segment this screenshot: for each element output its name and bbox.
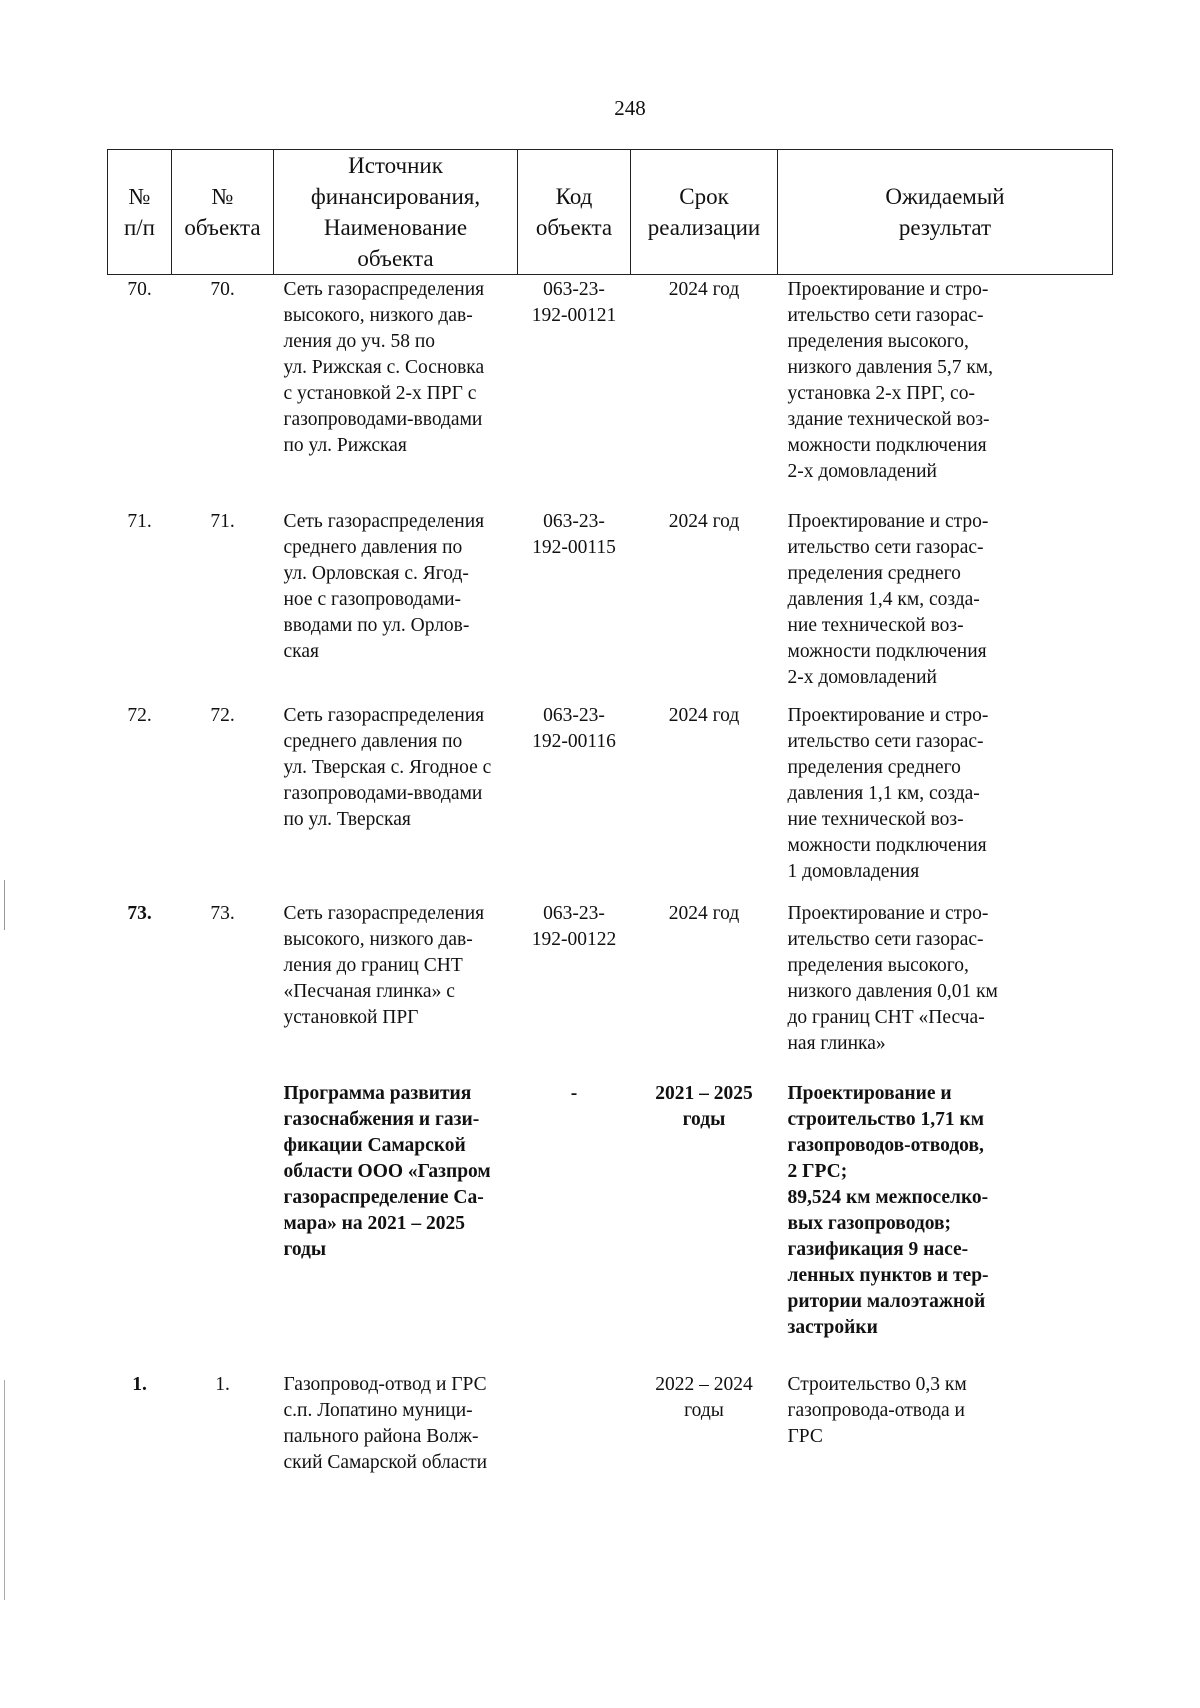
row-term: 2021 – 2025 годы [655,1082,753,1130]
row-term: 2022 – 2024 годы [655,1373,753,1421]
row-num: 70. [127,279,152,300]
row-source: Сеть газораспределения среднего давления по ул. Орловская с. Ягод- ное с газопроводами- вводами по ул. Орлов- ская [283,510,485,662]
row-code: 063-23- 192-00121 [531,279,617,326]
row-object-number: 72. [210,704,235,726]
table-row-program [108,1079,1113,1370]
row-result: Проектирование и стро- ительство сети газорас- пределения высокого, низкого давления 5,7 км, установка 2-х ПРГ, со- здание технической воз- можности подключения 2-х домовладений [787,279,994,482]
table-row [108,507,1113,701]
row-num: 73. [127,902,152,924]
table-row [108,899,1113,1079]
table-row [108,701,1113,899]
header-num: № п/п [108,150,172,275]
header-code: Код объекта [518,150,631,275]
row-source: Сеть газораспределения среднего давления по ул. Тверская с. Ягодное с газопроводами-вводами по ул. Тверская [283,704,492,830]
row-source: Сеть газораспределения высокого, низкого дав- ления до границ СНТ «Песчаная глинка» с установкой ПРГ [283,902,485,1028]
row-object-number [172,1079,274,1370]
row-result: Проектирование и строительство 1,71 км газопроводов-отводов, 2 ГРС; 89,524 км межпоселко- вых газопроводов; газификация 9 насе- ленных пунктов и тер- ритории малоэтажной застройки [787,1082,989,1338]
header-object-number: № объекта [172,150,274,275]
projects-table [107,149,1113,1476]
row-source: Газопровод-отвод и ГРС с.п. Лопатино муници- пального района Волж- ский Самарской области [283,1373,488,1473]
row-code: 063-23- 192-00115 [532,510,616,558]
row-num: 71. [127,510,152,532]
row-code [518,1370,631,1476]
row-code: 063-23- 192-00116 [532,704,616,752]
row-code: 063-23- 192-00122 [531,902,617,950]
header-term: Срок реализации [631,150,778,275]
table-header-row [108,150,1113,275]
row-num: 72. [127,704,152,726]
table-row [108,275,1113,507]
row-object-number: 1. [215,1373,230,1395]
row-source: Программа развития газоснабжения и гази- фикации Самарской области ООО «Газпром газораспределение Са- мара» на 2021 – 2025 годы [283,1082,491,1260]
row-source: Сеть газораспределения высокого, низкого дав- ления до уч. 58 по ул. Рижская с. Сосновка с установкой 2-х ПРГ с газопроводами-вводами по ул. Рижская [283,279,485,456]
row-result: Строительство 0,3 км газопровода-отвода и ГРС [787,1373,967,1447]
row-term: 2024 год [668,704,740,726]
header-source: Источник финансирования, Наименование объекта [274,150,518,275]
table-row [108,1370,1113,1476]
row-term: 2024 год [668,510,740,532]
scan-margin-mark [4,880,5,930]
row-num: 1. [132,1373,147,1395]
scan-margin-mark [4,1380,5,1600]
header-result: Ожидаемый результат [778,150,1113,275]
row-object-number: 70. [210,279,235,300]
page-number: 248 [614,96,646,120]
row-object-number: 71. [210,510,235,532]
row-object-number: 73. [210,902,235,924]
row-result: Проектирование и стро- ительство сети газорас- пределения среднего давления 1,4 км, созда- ние технической воз- можности подключения 2-х домовладений [787,510,989,688]
row-term: 2024 год [668,902,740,924]
row-result: Проектирование и стро- ительство сети газорас- пределения среднего давления 1,1 км, созда- ние технической воз- можности подключения 1 домовладения [787,704,989,882]
row-num [108,1079,172,1370]
row-result: Проектирование и стро- ительство сети газорас- пределения высокого, низкого давления 0,01 км до границ СНТ «Песча- ная глинка» [787,902,998,1054]
row-term: 2024 год [668,279,740,300]
row-code: - [570,1082,578,1104]
